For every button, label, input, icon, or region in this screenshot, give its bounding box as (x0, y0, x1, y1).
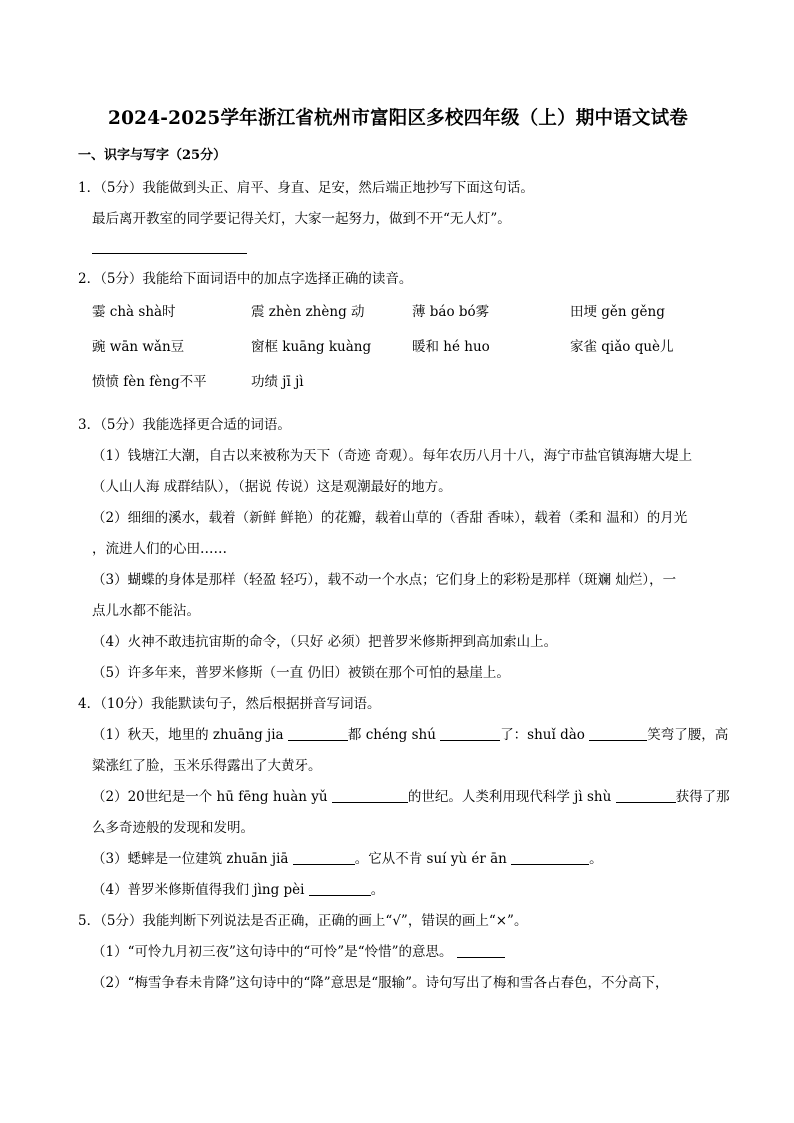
sub-question: （1）“可怜九月初三夜”这句诗中的“可怜”是“怜惜”的意思。 (78, 937, 718, 968)
question-5 (78, 906, 718, 999)
sub-question-continued: 么多奇迹般的发现和发明。 (92, 820, 254, 836)
answer-blank[interactable] (589, 726, 647, 741)
sub-question: （2）细细的溪水，载着（新鲜 鲜艳）的花瓣，载着山草的（香甜 香味），载着（柔和 温和）的月光 (92, 510, 688, 526)
answer-blank[interactable] (440, 726, 500, 741)
sub-question-continued: 点儿水都不能沾。 (92, 603, 200, 619)
question-4 (78, 689, 730, 906)
pinyin-item[interactable]: 豌 wān wǎn豆 (92, 339, 185, 355)
answer-blank[interactable] (92, 235, 247, 254)
sub-question: （4）火神不敢违抗宙斯的命令，（只好 必须）把普罗米修斯押到高加索山上。 (92, 634, 558, 650)
sub-question: （1）秋天，地里的 zhuāng jia 都 chéng shú 了：shuǐ dào 笑弯了腰，高 (92, 727, 729, 743)
copy-sentence: 最后离开教室的同学要记得关灯，大家一起努力，做到不开“无人灯”。 (92, 211, 511, 227)
question-2 (78, 264, 718, 295)
answer-blank[interactable] (332, 788, 408, 803)
question-stem: 1．（5分）我能做到头正、肩平、身直、足安，然后端正地抄写下面这句话。 (78, 180, 534, 196)
sub-question: （3）蟋蟀是一位建筑 zhuān jiā 。它从不肯 suí yù ér ān 。 (92, 851, 603, 867)
pinyin-item[interactable]: 薄 báo bó雾 (412, 304, 490, 320)
answer-blank[interactable] (457, 943, 505, 958)
sub-question-continued: （人山人海 成群结队），（据说 传说）这是观潮最好的地方。 (92, 479, 452, 495)
sub-question: （2）“梅雪争春未肯降”这句诗中的“降”意思是“服输”。诗句写出了梅和雪各占春色，不分高下， (92, 975, 669, 991)
answer-blank[interactable] (616, 788, 676, 803)
pinyin-item[interactable]: 愤愤 fèn fèng不平 (92, 374, 207, 390)
pinyin-item[interactable]: 霎 chà shà时 (92, 304, 176, 320)
question-stem: 5．（5分）我能判断下列说法是否正确，正确的画上“√”，错误的画上“×”。 (78, 913, 528, 929)
pinyin-item[interactable]: 暖和 hé huo (412, 339, 490, 355)
sub-question-continued: ，流进人们的心田…… (92, 541, 227, 557)
pinyin-choice-grid (78, 295, 718, 400)
section-heading: 一、识字与写字（25分） (78, 148, 227, 163)
sub-question: （5）许多年来，普罗米修斯（一直 仍旧）被锁在那个可怕的悬崖上。 (92, 665, 510, 681)
answer-blank[interactable] (309, 881, 371, 896)
question-1 (78, 173, 718, 235)
answer-blank[interactable] (293, 850, 355, 865)
sub-question: （1）钱塘江大潮，自古以来被称为天下（奇迹 奇观）。每年农历八月十八，海宁市盐官镇海塘大堤上 (92, 448, 693, 464)
question-3 (78, 410, 718, 689)
question-stem: 4．（10分）我能默读句子，然后根据拼音写词语。 (78, 696, 381, 712)
pinyin-item[interactable]: 家雀 qiǎo què儿 (570, 339, 674, 355)
sub-question: （3）蝴蝶的身体是那样（轻盈 轻巧），载不动一个水点；它们身上的彩粉是那样（斑斓 灿烂），一 (92, 572, 677, 588)
sub-question-continued: 粱涨红了脸，玉米乐得露出了大黄牙。 (92, 758, 322, 774)
pinyin-item[interactable]: 震 zhèn zhèng 动 (251, 304, 365, 320)
sub-question: （4）普罗米修斯值得我们 jìng pèi 。 (92, 882, 385, 898)
pinyin-item[interactable]: 窗框 kuāng kuàng (251, 339, 372, 355)
pinyin-item[interactable]: 功绩 jī jì (251, 374, 304, 390)
sub-question: （2）20世纪是一个 hū fēng huàn yǔ 的世纪。人类利用现代科学 jì shù 获得了那 (92, 789, 730, 805)
page-title: 2024-2025学年浙江省杭州市富阳区多校四年级（上）期中语文试卷 (108, 108, 688, 129)
answer-blank[interactable] (288, 726, 348, 741)
answer-blank[interactable] (511, 850, 589, 865)
question-stem: 2．（5分）我能给下面词语中的加点字选择正确的读音。 (78, 271, 413, 287)
pinyin-item[interactable]: 田埂 gěn gěng (570, 304, 665, 320)
question-stem: 3．（5分）我能选择更合适的词语。 (78, 417, 291, 433)
